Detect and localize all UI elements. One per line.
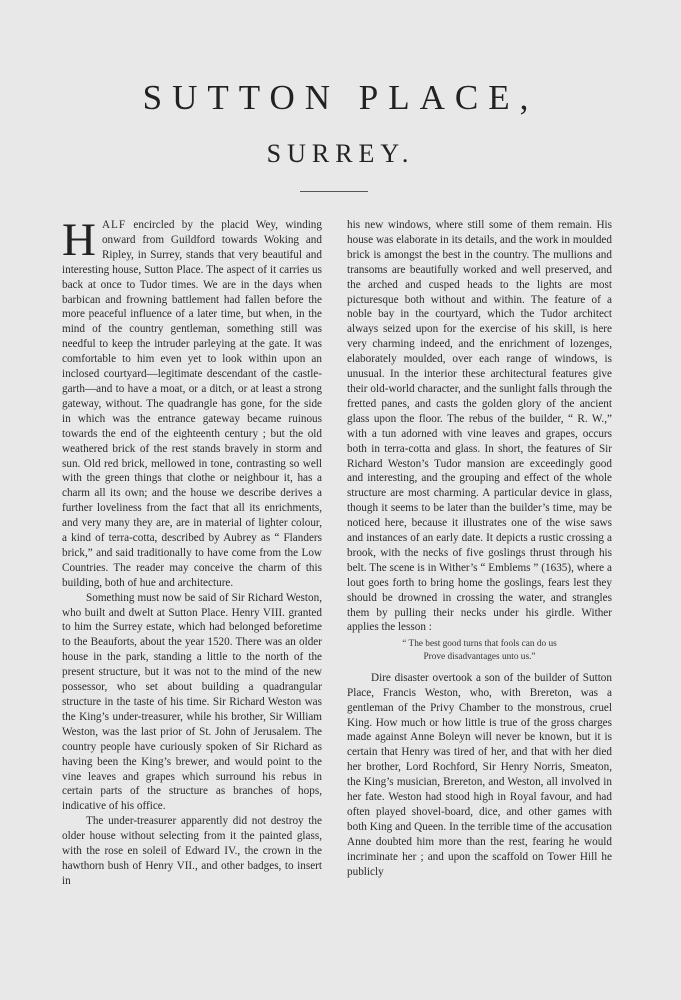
title-rule <box>300 191 368 192</box>
drop-cap: H <box>62 214 96 266</box>
article-title: SUTTON PLACE, <box>142 78 539 117</box>
wither-quote <box>347 638 612 662</box>
paragraph-opening-text: encircled by the placid Wey, winding onward from Guildford towards Woking and Ripley, in Surrey, stands that very beautiful and interesting house, Sutton Place. The aspect of it carries us back at once to Tudor times. We are in the days when barbican and frowning battlement had fallen before the more peaceful influence of a later time, but when, in the mind of the country gentleman, something still was needful to keep the intruder parleying at the gate. It was comfortable to him even yet to look within upon an inclosed courtyard—legitimate descendant of the castle-garth—and to have a moat, or a ditch, or at least a strong gateway, without. The quadrangle has gone, for the side in which was the entrance gateway became ruinous towards the end of the eighteenth century ; but the old weathered brick of the rest stands bravely in storm and sun. Old red brick, mellowed in tone, contrasting so well with the green things that clothe or neighbour it, has a charm all its own; and the house we describe derives a further loveliness from the fact that all its enrichments, and very many they are, are in material of lighter colour, a kind of terra-cotta, described by Aubrey as “ Flanders brick,” and said traditionally to have come from the Low Countries. The reader may conceive the charm of this building, both of hue and architecture. <box>62 219 322 589</box>
lead-caps: ALF <box>101 219 127 231</box>
paragraph-disaster: Dire disaster overtook a son of the builder of Sutton Place, Francis Weston, who, with Brereton, was a gentleman of the Privy Chamber to the monstrous, cruel King. How much or how little is true of the gross charges made against Anne Boleyn will never be known, but it is certain that Henry was tired of her, and that with her died her brother, Lord Rochford, Sir Henry Norris, Smeaton, the King’s musician, Brereton, and Weston, all involved in her fate. Weston had stood high in Royal favour, and had often played shovel-board, dice, and other games with both King and Queen. In the terrible time of the accusation Anne doubted him more than the rest, fearing he would incriminate her ; and upon the scaffold on Tower Hill he publicly <box>347 671 612 878</box>
paragraph-windows: his new windows, where still some of them remain. His house was elaborate in its details, and the work in moulded brick is amongst the best in the country. The mullions and transoms are beautifully worked and well preserved, and the arched and cusped heads to the lights are most picturesque both without and within. The feature of a noble bay in the courtyard, which the Tudor architect always seized upon for the exercise of his skill, is here very charming indeed, and the enrichment of lozenges, elaborately moulded, over each range of windows, is unusual. In the interior these architectural features give their old-world character, and the sunlight falls through the fretted panes, and casts the golden glory of the ancient glass upon the floor. The rebus of the builder, “ R. W.,” with a tun adorned with vine leaves and grapes, occurs both in terra-cotta and glass. In short, the features of Sir Richard Weston’s Tudor mansion are exceedingly good and interesting, and the grouping and effect of the whole structure are most charming. A particular device in glass, though it seems to be later than the builder’s time, may be noticed here, because it illustrates one of the wise saws and instances of an early date. It depicts a rustic crossing a brook, with the necks of five goslings thrust through his belt. The scene is in Wither’s “ Emblems ” (1635), where a lout goes forth to bring home the goslings, fears lest they should be drowned in crossing the water, and strangles them by pulling their necks under his girdle. Wither applies the lesson : <box>347 219 612 634</box>
left-column <box>62 214 322 889</box>
article-subtitle: SURREY. <box>266 139 415 168</box>
paragraph-under-treasurer: The under-treasurer apparently did not destroy the older house without selecting from it the painted glass, with the rose en soleil of Edward IV., the crown in the hawthorn bush of Henry VII., and other badges, to insert in <box>62 815 322 887</box>
quote-line-1: “ The best good turns that fools can do us <box>402 639 557 650</box>
right-column <box>347 218 612 879</box>
paragraph-opening <box>62 214 322 591</box>
quote-line-2: Prove disadvantages unto us.” <box>423 651 536 662</box>
paragraph-weston: Something must now be said of Sir Richard Weston, who built and dwelt at Sutton Place. Henry VIII. granted to him the Surrey estate, which had belonged beforetime to the Beauforts, about the year 1520. There was an older house in the park, standing a little to the north of the present structure, but it was not to the mind of the new possessor, who set about building a quadrangular structure in the taste of his time. Sir Richard Weston was the King’s under-treasurer, while his brother, Sir William Weston, was the last prior of St. John of Jerusalem. The country people have curiously spoken of Sir Richard as having been the King’s brewer, and would point to the vine leaves and grapes which surround his rebus in certain parts of the structure as branches of hops, indicative of his office. <box>62 591 322 813</box>
